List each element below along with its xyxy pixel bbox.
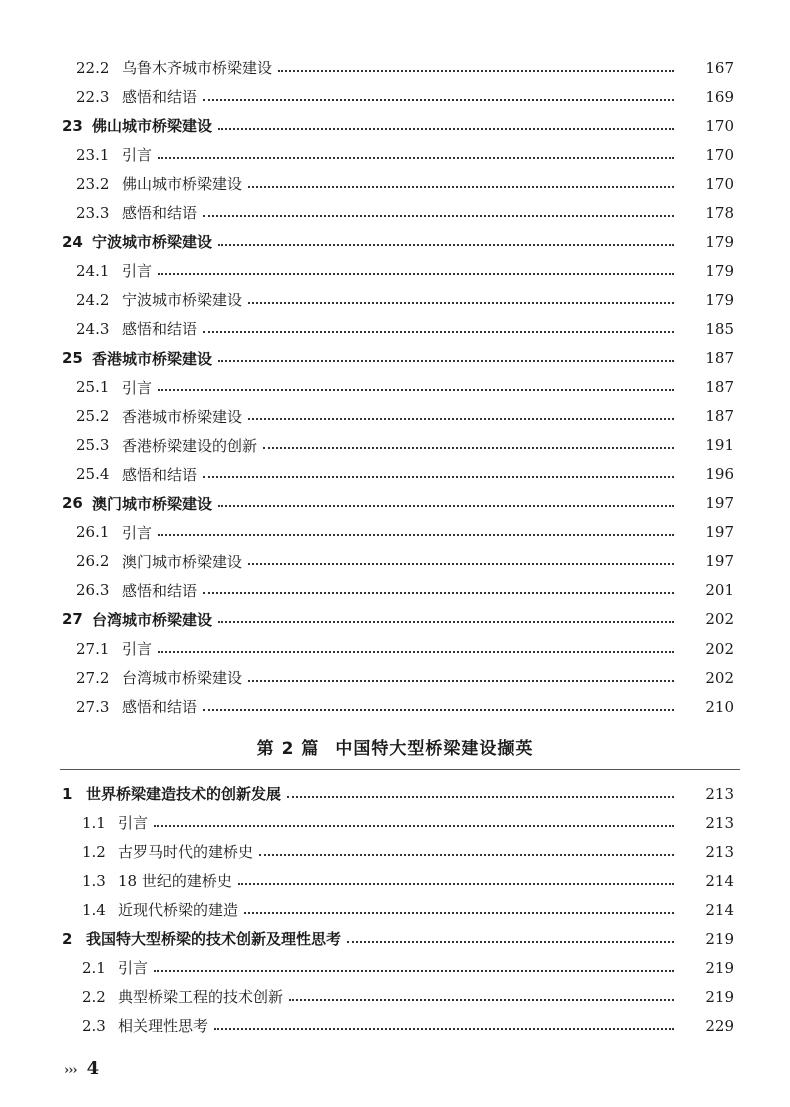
toc-entry bbox=[0, 198, 790, 227]
toc-entry bbox=[0, 314, 790, 343]
entry-title: 引言 bbox=[118, 814, 149, 832]
toc-entry bbox=[0, 547, 790, 576]
entry-number: 25.4 bbox=[76, 465, 110, 484]
entry-number: 27.2 bbox=[76, 668, 110, 687]
entry-title: 感悟和结语 bbox=[122, 581, 198, 600]
toc-entry bbox=[0, 169, 790, 198]
toc-entry bbox=[0, 373, 790, 402]
toc-entry bbox=[0, 779, 790, 808]
entry-number: 2.3 bbox=[82, 1016, 106, 1035]
entry-title: 引言 bbox=[122, 262, 153, 281]
entry-title: 香港城市桥梁建设 bbox=[92, 349, 213, 368]
entry-number: 24.1 bbox=[76, 261, 110, 280]
entry-number: 22.2 bbox=[76, 58, 110, 77]
entry-title: 引言 bbox=[122, 640, 153, 658]
dot-leader bbox=[158, 651, 674, 653]
dot-leader bbox=[158, 534, 674, 536]
dot-leader bbox=[248, 418, 674, 420]
toc-entry bbox=[0, 953, 790, 982]
toc-entry bbox=[0, 256, 790, 285]
dot-leader bbox=[214, 1028, 674, 1030]
entry-page: 197 bbox=[705, 552, 734, 571]
entry-number: 1.2 bbox=[82, 842, 106, 861]
entry-number: 1 bbox=[62, 784, 73, 803]
entry-page: 178 bbox=[705, 203, 734, 222]
entry-page: 170 bbox=[705, 174, 734, 193]
toc-entry bbox=[0, 692, 790, 721]
entry-page: 197 bbox=[705, 494, 734, 513]
dot-leader bbox=[218, 244, 674, 246]
entry-title: 澳门城市桥梁建设 bbox=[122, 552, 243, 571]
entry-title: 佛山城市桥梁建设 bbox=[92, 117, 213, 136]
dot-leader bbox=[347, 941, 674, 943]
entry-title: 宁波城市桥梁建设 bbox=[122, 291, 243, 310]
entry-page: 202 bbox=[705, 668, 734, 687]
entry-number: 2.2 bbox=[82, 987, 106, 1006]
entry-title: 宁波城市桥梁建设 bbox=[92, 233, 213, 252]
divider bbox=[60, 769, 740, 770]
entry-page: 185 bbox=[705, 319, 734, 338]
entry-title: 乌鲁木齐城市桥梁建设 bbox=[122, 59, 273, 77]
entry-number: 24.2 bbox=[76, 290, 110, 309]
entry-title: 感悟和结语 bbox=[122, 204, 198, 223]
entry-number: 25.3 bbox=[76, 436, 110, 455]
entry-page: 214 bbox=[705, 871, 734, 890]
footer-arrows-icon: ››› bbox=[64, 1063, 77, 1078]
dot-leader bbox=[203, 592, 674, 594]
entry-number: 27.1 bbox=[76, 639, 110, 658]
entry-title: 香港桥梁建设的创新 bbox=[122, 436, 258, 455]
dot-leader bbox=[203, 709, 674, 711]
toc-entry bbox=[0, 663, 790, 692]
entry-number: 23.1 bbox=[76, 145, 110, 164]
toc-entry bbox=[0, 82, 790, 111]
entry-title: 引言 bbox=[122, 523, 153, 542]
dot-leader bbox=[248, 186, 674, 188]
dot-leader bbox=[278, 70, 674, 72]
toc-entry bbox=[0, 285, 790, 314]
entry-number: 23 bbox=[62, 116, 83, 135]
dot-leader bbox=[218, 360, 674, 362]
entry-page: 167 bbox=[705, 58, 734, 77]
entry-title: 相关理性思考 bbox=[118, 1017, 209, 1035]
entry-page: 213 bbox=[705, 813, 734, 832]
toc-entry bbox=[0, 866, 790, 895]
entry-number: 22.3 bbox=[76, 87, 110, 106]
toc-entry bbox=[0, 140, 790, 169]
entry-title: 典型桥梁工程的技术创新 bbox=[118, 988, 284, 1006]
dot-leader bbox=[203, 331, 674, 333]
entry-page: 202 bbox=[705, 610, 734, 629]
toc-entry bbox=[0, 1011, 790, 1040]
entry-number: 23.2 bbox=[76, 174, 110, 193]
dot-leader bbox=[218, 621, 674, 623]
entry-number: 25 bbox=[62, 349, 83, 367]
entry-number: 27.3 bbox=[76, 697, 110, 716]
entry-number: 1.3 bbox=[82, 871, 106, 890]
dot-leader bbox=[203, 476, 674, 478]
dot-leader bbox=[154, 970, 674, 972]
entry-page: 214 bbox=[705, 900, 734, 919]
toc-entry bbox=[0, 111, 790, 140]
toc-entry bbox=[0, 576, 790, 605]
toc-entry bbox=[0, 344, 790, 373]
toc-entry bbox=[0, 402, 790, 431]
page-number: 4 bbox=[86, 1058, 100, 1079]
dot-leader bbox=[203, 99, 674, 101]
entry-title: 古罗马时代的建桥史 bbox=[118, 843, 254, 861]
dot-leader bbox=[259, 854, 674, 856]
entry-number: 26 bbox=[62, 494, 83, 513]
toc-entry bbox=[0, 53, 790, 82]
toc-entry bbox=[0, 924, 790, 953]
dot-leader bbox=[203, 215, 674, 217]
part-title: 中国特大型桥梁建设撷英 bbox=[335, 739, 534, 759]
entry-page: 201 bbox=[705, 581, 734, 600]
entry-page: 219 bbox=[705, 958, 734, 977]
entry-number: 25.2 bbox=[76, 407, 110, 426]
entry-title: 佛山城市桥梁建设 bbox=[122, 175, 243, 194]
dot-leader bbox=[289, 999, 674, 1001]
dot-leader bbox=[248, 563, 674, 565]
entry-title: 香港城市桥梁建设 bbox=[122, 407, 243, 426]
toc-entry bbox=[0, 837, 790, 866]
entry-page: 210 bbox=[705, 697, 734, 716]
entry-page: 191 bbox=[705, 436, 734, 455]
dot-leader bbox=[248, 302, 674, 304]
entry-page: 187 bbox=[705, 349, 734, 367]
entry-number: 1.1 bbox=[82, 813, 106, 832]
entry-title: 感悟和结语 bbox=[122, 698, 198, 717]
dot-leader bbox=[287, 796, 674, 798]
entry-number: 2.1 bbox=[82, 958, 106, 977]
toc-entry bbox=[0, 634, 790, 663]
entry-page: 169 bbox=[705, 87, 734, 106]
dot-leader bbox=[244, 912, 674, 914]
entry-page: 170 bbox=[705, 116, 734, 135]
dot-leader bbox=[154, 825, 674, 827]
entry-title: 18 世纪的建桥史 bbox=[118, 872, 232, 890]
entry-number: 2 bbox=[62, 929, 73, 948]
part-heading bbox=[0, 734, 790, 759]
entry-page: 196 bbox=[705, 465, 734, 484]
dot-leader bbox=[158, 157, 674, 159]
entry-page: 202 bbox=[705, 639, 734, 658]
entry-page: 213 bbox=[705, 784, 734, 803]
dot-leader bbox=[218, 128, 674, 130]
entry-title: 感悟和结语 bbox=[122, 88, 198, 107]
entry-number: 1.4 bbox=[82, 900, 106, 919]
entry-page: 187 bbox=[705, 407, 734, 426]
entry-title: 近现代桥梁的建造 bbox=[118, 901, 239, 919]
entry-page: 197 bbox=[705, 523, 734, 542]
entry-title: 感悟和结语 bbox=[122, 465, 198, 484]
dot-leader bbox=[158, 273, 674, 275]
toc-entry bbox=[0, 982, 790, 1011]
part-label: 第 2 篇 bbox=[256, 739, 320, 759]
toc-entry bbox=[0, 460, 790, 489]
entry-number: 26.1 bbox=[76, 523, 110, 542]
entry-title: 台湾城市桥梁建设 bbox=[122, 669, 243, 688]
entry-page: 170 bbox=[705, 145, 734, 164]
toc-entry bbox=[0, 895, 790, 924]
entry-title: 感悟和结语 bbox=[122, 320, 198, 339]
toc-entry bbox=[0, 808, 790, 837]
entry-title: 台湾城市桥梁建设 bbox=[92, 610, 213, 629]
toc-entry bbox=[0, 489, 790, 518]
entry-page: 179 bbox=[705, 232, 734, 251]
entry-page: 179 bbox=[705, 261, 734, 280]
entry-number: 26.2 bbox=[76, 552, 110, 571]
entry-number: 24 bbox=[62, 232, 83, 251]
entry-title: 引言 bbox=[122, 146, 153, 165]
dot-leader bbox=[248, 680, 674, 682]
entry-title: 引言 bbox=[122, 378, 153, 397]
entry-number: 25.1 bbox=[76, 378, 110, 397]
page-footer bbox=[64, 1058, 99, 1079]
entry-page: 229 bbox=[705, 1016, 734, 1035]
entry-title: 引言 bbox=[118, 959, 149, 977]
toc-entry bbox=[0, 431, 790, 460]
toc-entry bbox=[0, 605, 790, 634]
toc-entry bbox=[0, 518, 790, 547]
entry-number: 24.3 bbox=[76, 319, 110, 338]
dot-leader bbox=[263, 447, 674, 449]
entry-number: 27 bbox=[62, 610, 83, 629]
dot-leader bbox=[158, 389, 674, 391]
entry-number: 26.3 bbox=[76, 581, 110, 600]
entry-number: 23.3 bbox=[76, 203, 110, 222]
entry-title: 世界桥梁建造技术的创新发展 bbox=[86, 785, 282, 803]
entry-page: 219 bbox=[705, 929, 734, 948]
entry-page: 219 bbox=[705, 987, 734, 1006]
entry-page: 187 bbox=[705, 378, 734, 397]
entry-title: 澳门城市桥梁建设 bbox=[92, 494, 213, 513]
toc-entry bbox=[0, 227, 790, 256]
entry-page: 179 bbox=[705, 290, 734, 309]
dot-leader bbox=[218, 505, 674, 507]
entry-title: 我国特大型桥梁的技术创新及理性思考 bbox=[86, 930, 342, 948]
dot-leader bbox=[238, 883, 674, 885]
entry-page: 213 bbox=[705, 842, 734, 861]
